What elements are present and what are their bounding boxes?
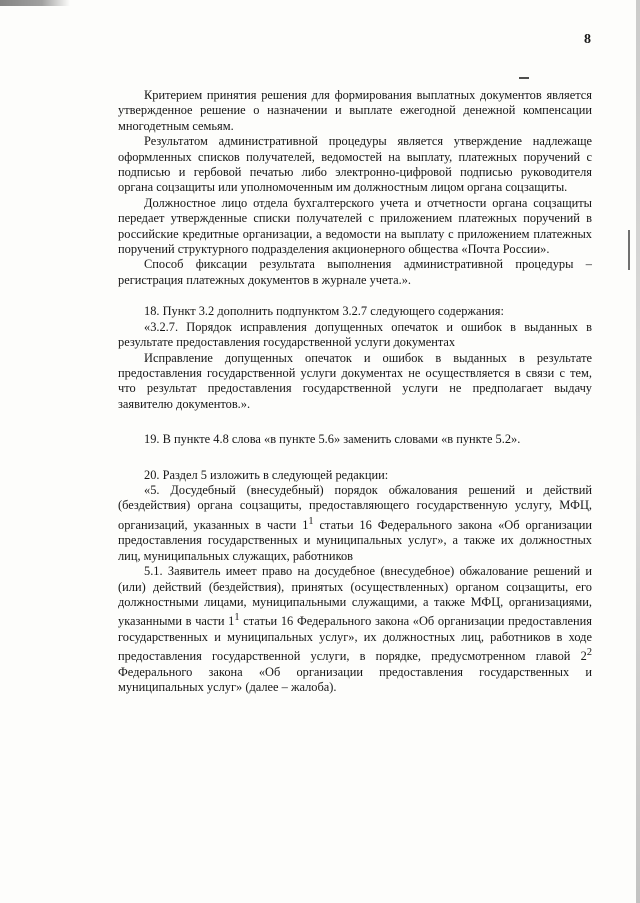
scan-artifact-top	[0, 0, 70, 6]
paragraph-5-1	[118, 564, 592, 696]
superscript: 1	[234, 612, 240, 624]
p51-text-cont: статьи 16 Федерального закона «Об организации предоставления государственных и муниципальных услуг», их должностных лиц, работников в ходе предоставления государственной услуги, в порядке, предусмотренном главой 2	[118, 614, 592, 664]
p51-text: 5.1. Заявитель имеет право на досудебное (внесудебное) обжалование решений и (или) действий (бездействия), принятых (осуществленных) органом соцзащиты, его должностными лицами, муниципальными служащими, а также МФЦ, организациями, указанными в части 1	[118, 564, 592, 629]
scan-artifact-mark	[628, 230, 630, 270]
superscript: 1	[308, 515, 314, 527]
paragraph-item-19: 19. В пункте 4.8 слова «в пункте 5.6» заменить словами «в пункте 5.2».	[144, 432, 521, 447]
section-5-text: «5. Досудебный (внесудебный) порядок обжалования решений и действий (бездействия) органа соцзащиты, предоставляющего государственную услугу, МФЦ, организаций, указанных в части 1	[118, 482, 592, 532]
superscript: 2	[586, 647, 592, 659]
document-body	[118, 88, 592, 696]
scan-artifact-dash	[519, 77, 529, 79]
paragraph-3-2-7: «3.2.7. Порядок исправления допущенных опечаток и ошибок в выданных в результате предоставления государственной услуги документах	[118, 319, 592, 350]
paragraph-official: Должностное лицо отдела бухгалтерского учета и отчетности органа соцзащиты передает утвержденные списки получателей с приложением платежных поручений в российские кредитные организации, а ведомости на выплату с приложением платежных поручений структурного подразделения акционерного общества «Почта России».	[118, 195, 592, 257]
page-number: 8	[584, 32, 591, 47]
paragraph-criterion: Критерием принятия решения для формирования выплатных документов является утвержденное решение о назначении и выплате ежегодной денежной компенсации многодетным семьям.	[118, 88, 592, 133]
p51-text-end: Федерального закона «Об организации предоставления государственных и муниципальных услуг» (далее – жалоба).	[118, 664, 592, 695]
section-5-text-cont: статьи 16 Федерального закона «Об организации предоставления государственных и муниципальных услуг», а также их должностных лиц, муниципальных служащих, работников	[118, 517, 592, 563]
paragraph-corrections: Исправление допущенных опечаток и ошибок в выданных в результате предоставления государственной услуги документах не осуществляется в связи с тем, что результат предоставления государственной услуги не предполагает выдачу заявителю документов.».	[118, 350, 592, 411]
paragraph-section-5	[118, 483, 592, 564]
scan-artifact-edge	[636, 0, 640, 903]
paragraph-item-18: 18. Пункт 3.2 дополнить подпунктом 3.2.7 следующего содержания:	[144, 304, 504, 319]
paragraph-fixation: Способ фиксации результата выполнения административной процедуры – регистрация платежных документов в журнале учета.».	[118, 257, 592, 287]
paragraph-item-20: 20. Раздел 5 изложить в следующей редакции:	[144, 467, 389, 482]
paragraph-result: Результатом административной процедуры является утверждение надлежаще оформленных списков получателей, ведомостей на выплату, платежных поручений с подписью и гербовой печатью либо электронно-цифровой подписью руководителя органа соцзащиты или уполномоченным им должностным лицом органа соцзащиты.	[118, 134, 592, 195]
